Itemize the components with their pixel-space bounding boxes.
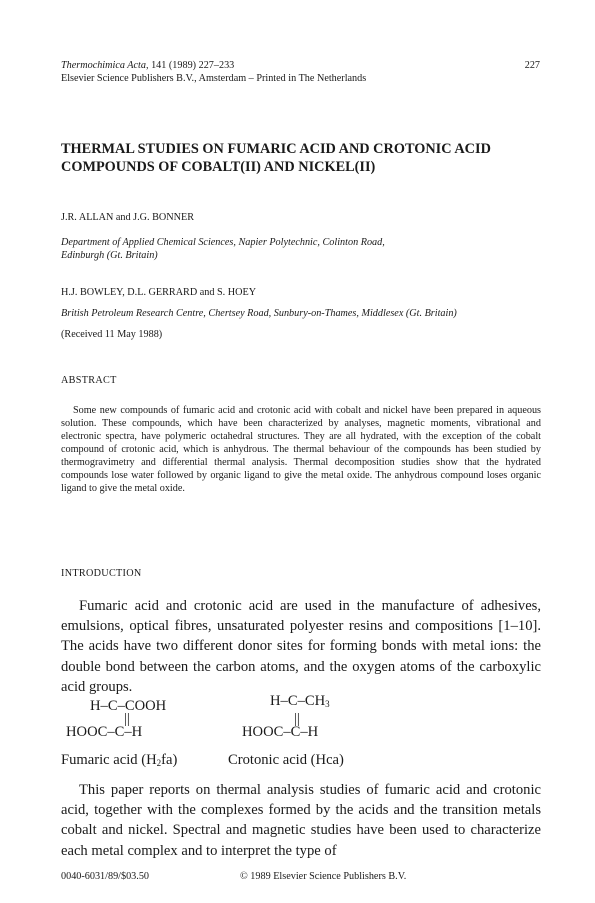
crotonic-formula-top <box>270 693 330 710</box>
received-date: (Received 11 May 1988) <box>61 329 163 340</box>
fumaric-caption-subscript: 2 <box>156 758 162 768</box>
abstract-text: Some new compounds of fumaric acid and crotonic acid with cobalt and nickel have been prepared in aqueous solution. These compounds, which have been characterized by analyses, magnetic moments, vibrational and electronic spectra, have polymeric octahedral structures. They are all hydrated, with the exception of the cobalt compound of crotonic acid, which is anhydrous. The thermal behaviour of the compounds has been studied by thermogravimetry and differential thermal analysis. Thermal decomposition studies show that the hydrated compounds lose water followed by organic ligand to give the metal oxide. The anhydrous compound loses organic ligand to give the metal oxide. <box>61 405 541 494</box>
copyright-line: © 1989 Elsevier Science Publishers B.V. <box>240 871 407 882</box>
paper-title <box>61 140 541 176</box>
affiliation-1 <box>61 236 541 262</box>
abstract-heading: ABSTRACT <box>61 375 117 386</box>
title-line-2: COMPOUNDS OF COBALT(II) AND NICKEL(II) <box>61 159 376 175</box>
introduction-paragraph-2: This paper reports on thermal analysis studies of fumaric acid and crotonic acid, together with the complexes formed by the acids and the transition metals cobalt and nickel. Spectral and magnetic studies have been used to characterize each metal complex and to interpret the type of <box>61 782 541 859</box>
page-number: 227 <box>524 60 540 71</box>
running-header <box>61 59 501 85</box>
fumaric-caption <box>61 752 177 769</box>
author-group-1: J.R. ALLAN and J.G. BONNER <box>61 212 195 223</box>
fumaric-caption-suffix: fa) <box>161 752 178 768</box>
crotonic-top-prefix: H–C–CH <box>270 693 326 709</box>
fumaric-formula-bottom: HOOC–C–H <box>66 724 143 740</box>
publisher-line: Elsevier Science Publishers B.V., Amsterdam – Printed in The Netherlands <box>61 73 367 84</box>
affiliation-1-line-1: Department of Applied Chemical Sciences, Napier Polytechnic, Colinton Road, <box>61 237 385 248</box>
affiliation-2: British Petroleum Research Centre, Chertsey Road, Sunbury-on-Thames, Middlesex (Gt. Britain) <box>61 308 457 319</box>
introduction-paragraph-1: Fumaric acid and crotonic acid are used in the manufacture of adhesives, emulsions, optical fibres, unsaturated polyester resins and compositions [1–10]. The acids have two different donor sites for forming bonds with metal ions: the double bond between the carbon atoms, and the oxygen atoms of the carboxylic acid groups. <box>61 598 541 695</box>
crotonic-caption: Crotonic acid (Hca) <box>228 752 344 768</box>
crotonic-top-subscript: 3 <box>325 699 330 709</box>
citation-details: 141 (1989) 227–233 <box>148 60 235 71</box>
fumaric-caption-prefix: Fumaric acid (H <box>61 752 157 768</box>
article-code: 0040-6031/89/$03.50 <box>61 871 150 882</box>
journal-citation <box>61 59 501 72</box>
fumaric-formula-top: H–C–COOH <box>90 698 167 714</box>
affiliation-1-line-2: Edinburgh (Gt. Britain) <box>61 250 158 261</box>
journal-name: Thermochimica Acta, <box>61 60 149 71</box>
author-group-2: H.J. BOWLEY, D.L. GERRARD and S. HOEY <box>61 287 257 298</box>
fumaric-double-bond: || <box>124 711 130 727</box>
crotonic-double-bond: || <box>294 711 300 727</box>
introduction-heading: INTRODUCTION <box>61 568 142 579</box>
crotonic-formula-bottom: HOOC–C–H <box>242 724 319 740</box>
title-line-1: THERMAL STUDIES ON FUMARIC ACID AND CROTONIC ACID <box>61 141 491 157</box>
